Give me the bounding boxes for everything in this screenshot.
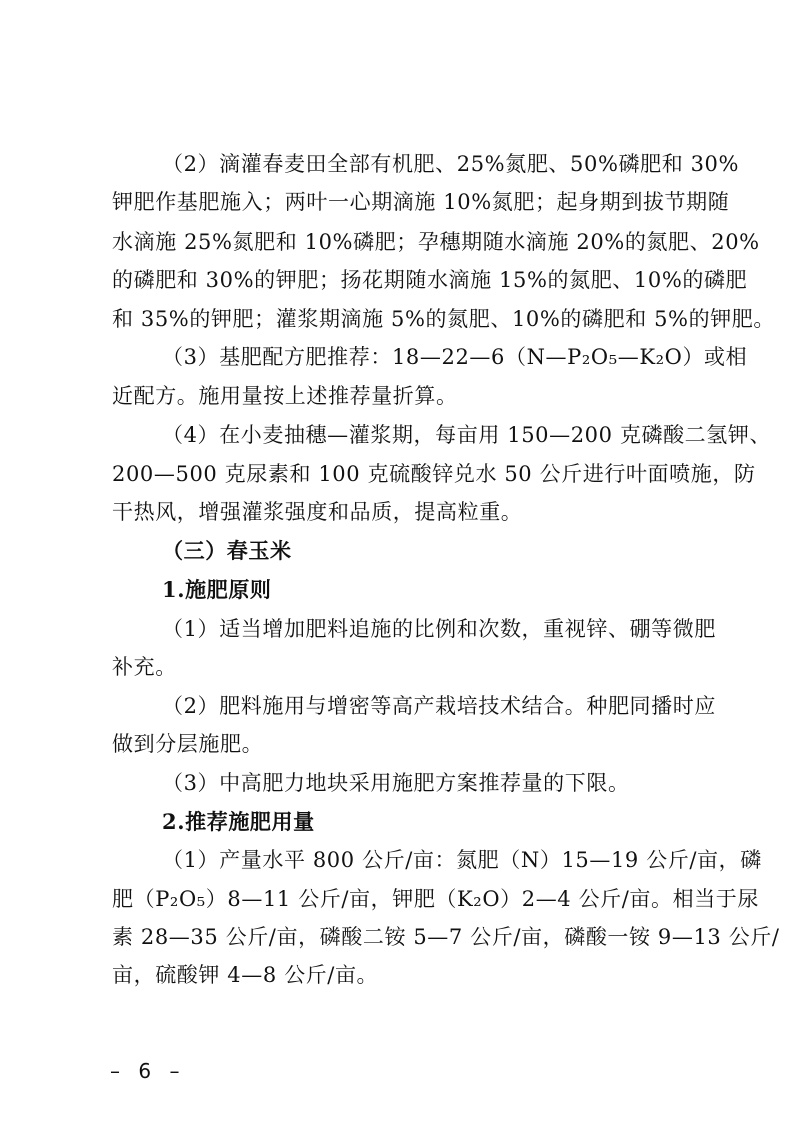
paragraph-line: （2）滴灌春麦田全部有机肥、25%氮肥、50%磷肥和 30% [162, 152, 740, 176]
paragraph-line: 200—500 克尿素和 100 克硫酸锌兑水 50 公斤进行叶面喷施，防 [112, 462, 756, 486]
paragraph-line: 补充。 [112, 655, 177, 679]
paragraph-line: 钾肥作基肥施入；两叶一心期滴施 10%氮肥；起身期到拔节期随 [112, 190, 730, 214]
paragraph-line: 水滴施 25%氮肥和 10%磷肥；孕穗期随水滴施 20%的氮肥、20% [112, 230, 760, 254]
paragraph-line: 近配方。施用量按上述推荐量折算。 [112, 384, 458, 408]
paragraph-line: 干热风，增强灌浆强度和品质，提高粒重。 [112, 500, 523, 524]
paragraph-line: 的磷肥和 30%的钾肥；扬花期随水滴施 15%的氮肥、10%的磷肥 [112, 268, 748, 292]
paragraph-line: 做到分层施肥。 [112, 732, 264, 756]
paragraph-line: （1）适当增加肥料追施的比例和次数，重视锌、硼等微肥 [162, 617, 716, 641]
paragraph-line: （3）中高肥力地块采用施肥方案推荐量的下限。 [162, 771, 630, 795]
subsection-heading: 1.施肥原则 [162, 577, 272, 602]
subsection-heading: 2.推荐施肥用量 [162, 809, 315, 834]
paragraph-line: （4）在小麦抽穗—灌浆期，每亩用 150—200 克磷酸二氢钾、 [162, 423, 772, 447]
paragraph-line: 肥（P₂O₅）8—11 公斤/亩，钾肥（K₂O）2—4 公斤/亩。相当于尿 [112, 887, 760, 911]
section-heading: （三）春玉米 [162, 538, 292, 563]
page-number: – 6 – [110, 1059, 186, 1083]
paragraph-line: 亩，硫酸钾 4—8 公斤/亩。 [112, 963, 379, 987]
paragraph-line: （3）基肥配方肥推荐：18—22—6（N—P₂O₅—K₂O）或相 [162, 345, 748, 369]
paragraph-line: 素 28—35 公斤/亩，磷酸二铵 5—7 公斤/亩，磷酸一铵 9—13 公斤/ [112, 925, 780, 949]
paragraph-line: （1）产量水平 800 公斤/亩：氮肥（N）15—19 公斤/亩，磷 [162, 848, 762, 872]
paragraph-line: （2）肥料施用与增密等高产栽培技术结合。种肥同播时应 [162, 694, 716, 718]
paragraph-line: 和 35%的钾肥；灌浆期滴施 5%的氮肥、10%的磷肥和 5%的钾肥。 [112, 307, 776, 331]
